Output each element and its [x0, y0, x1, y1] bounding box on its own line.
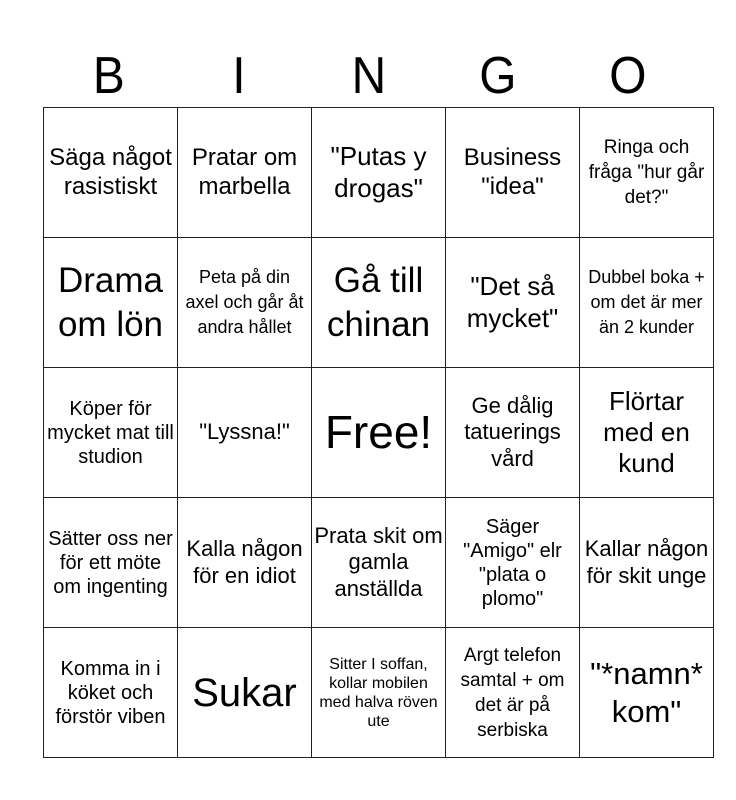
- header-letter-i: I: [232, 47, 246, 105]
- bingo-cell[interactable]: Kallar någon för skit unge: [580, 498, 714, 628]
- bingo-cell[interactable]: Sitter I soffan, kollar mobilen med halva röven ute: [312, 628, 446, 758]
- bingo-cell[interactable]: Ringa och fråga "hur går det?": [580, 108, 714, 238]
- board-row: [44, 238, 714, 368]
- bingo-cell[interactable]: Dubbel boka + om det är mer än 2 kunder: [580, 238, 714, 368]
- bingo-header: [44, 46, 693, 106]
- bingo-cell[interactable]: Peta på din axel och går åt andra hållet: [178, 238, 312, 368]
- bingo-cell[interactable]: Kalla någon för en idiot: [178, 498, 312, 628]
- header-letter-b: B: [92, 47, 125, 105]
- board-row: [44, 108, 714, 238]
- bingo-cell[interactable]: Köper för mycket mat till studion: [44, 368, 178, 498]
- bingo-cell[interactable]: Säga något rasistiskt: [44, 108, 178, 238]
- bingo-cell[interactable]: Pratar om marbella: [178, 108, 312, 238]
- bingo-cell[interactable]: Argt telefon samtal + om det är på serbiska: [446, 628, 580, 758]
- bingo-cell[interactable]: Flörtar med en kund: [580, 368, 714, 498]
- bingo-cell[interactable]: "*namn* kom": [580, 628, 714, 758]
- bingo-cell[interactable]: Komma in i köket och förstör viben: [44, 628, 178, 758]
- header-letter-o: O: [609, 47, 647, 105]
- bingo-cell[interactable]: Sukar: [178, 628, 312, 758]
- board-row: [44, 628, 714, 758]
- bingo-cell[interactable]: Prata skit om gamla anställda: [312, 498, 446, 628]
- bingo-cell[interactable]: Ge dålig tatuerings vård: [446, 368, 580, 498]
- board-row: [44, 498, 714, 628]
- bingo-cell[interactable]: "Lyssna!": [178, 368, 312, 498]
- header-letter-g: G: [479, 47, 517, 105]
- bingo-cell[interactable]: Drama om lön: [44, 238, 178, 368]
- bingo-cell[interactable]: "Det så mycket": [446, 238, 580, 368]
- bingo-cell[interactable]: "Putas y drogas": [312, 108, 446, 238]
- free-space-cell[interactable]: Free!: [312, 368, 446, 498]
- bingo-cell[interactable]: Gå till chinan: [312, 238, 446, 368]
- bingo-cell[interactable]: Säger "Amigo" elr "plata o plomo": [446, 498, 580, 628]
- bingo-cell[interactable]: Business "idea": [446, 108, 580, 238]
- header-letter-n: N: [351, 47, 386, 105]
- board-row: [44, 368, 714, 498]
- bingo-cell[interactable]: Sätter oss ner för ett möte om ingenting: [44, 498, 178, 628]
- bingo-board: [43, 107, 714, 758]
